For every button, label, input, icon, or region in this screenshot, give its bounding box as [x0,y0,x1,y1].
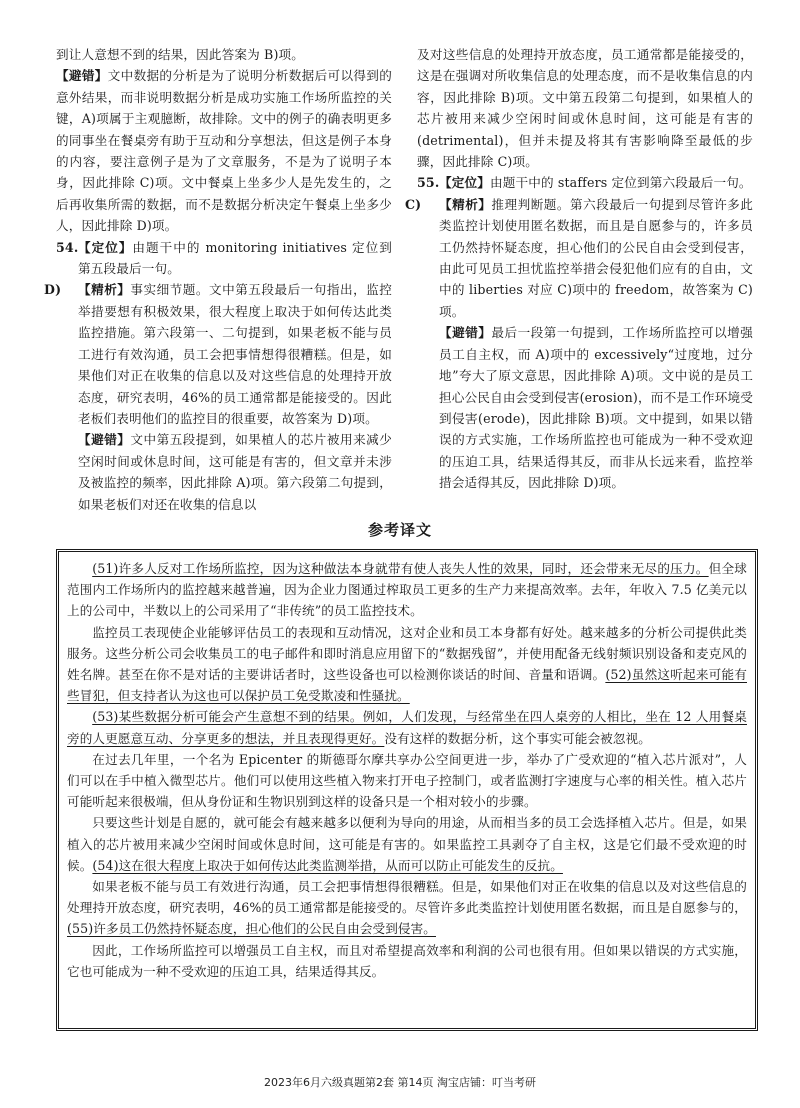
analysis-tag: 【精析】 [78,282,131,298]
question-number: 54. [56,239,79,255]
question-55-location [417,172,753,193]
underlined-sentence: (53)某些数据分析可能会产生意想不到的结果。例如，人们发现，与经常坐在四人桌旁的人相比，坐在 12 人用餐桌旁的人更愿意互动、分享更多的想法，并且表现得更好。 [67,709,747,746]
analysis-text: 事实细节题。文中第五段最后一句指出，监控举措要想有积极效果，很大程度上取决于如何传达此类监控措施。第六段第一、二句提到，如果老板不能与员工进行有效沟通，员工会把事情想得很糟糕。但是，如果他们对正在收集的信息以及对这些信息的处理持开放态度，研究表明，46%的员工通常都是能接受的。因此老板们表明他们的监控目的很重要，故答案为 D)项。 [78,282,393,426]
error-analysis-text: 文中数据的分析是为了说明分析数据后可以得到的意外结果，而非说明数据分析是成功实施工作场所监控的关键，A)项属于主观臆断，故排除。文中的例子的确表明更多的同事坐在餐桌旁有助于互动和分享想法，但这是例子本身的内容，要注意例子是为了文章服务，不是为了说明子本身，因此排除 C)项。文中餐桌上坐多少人是先发生的，之后再收集所需的数据，而不是数据分析决定午餐桌上坐多少人，因此排除 D)项。 [56,68,392,234]
location-text: 由题干中的 staffers 定位到第六段最后一句。 [489,175,752,191]
analysis-text: 推理判断题。第六段最后一句提到尽管许多此类监控计划使用匿名数据，而且是自愿参与的，许多员工仍然持怀疑态度，担心他们的公民自由会受到侵害，由此可见员工担忧监控举措会侵犯他们应有的自由，文中的 liberties 对应 C)项中的 freedom，故答案为 C)项。 [439,196,754,319]
answer-letter: D) [44,282,62,298]
underlined-sentence: (51)许多人反对工作场所监控，因为这种做法本身就带有使人丧失人性的效果，同时，还会带来无尽的压力。 [92,561,709,576]
question-55-error [417,322,753,493]
question-54-error [56,429,392,515]
error-tag: 【避错】 [78,432,131,448]
answer-letter: C) [405,196,422,212]
translation-paragraph-1 [67,558,747,622]
question-54-location [56,237,392,280]
question-55-analysis [405,194,754,322]
right-column [405,44,754,494]
paragraph-text: 但全球范围内工作场所内的监控越来越普遍，因为企业力图通过榨取员工更多的生产力来提高效率。去年，年收入 7.5 亿美元以上的公司中，半数以上的公司采用了“非传统”的员工监控技术。 [67,561,747,619]
answer-paragraph: 到让人意想不到的结果，因此答案为 B)项。 [56,47,305,62]
continued-error-text: 及对这些信息的处理持开放态度，员工通常都是能接受的，这是在强调对所收集信息的处理态度，而不是收集信息的内容，因此排除 B)项。文中第五段第二句提到，如果植人的芯片被用来减少空闲时间或休息时间，这可能是有害的(detrimental)，但并未提及将其有害影响降至最低的步骤，因此排除 C)项。 [417,47,753,170]
error-analysis-text: 最后一段第一句提到，工作场所监控可以增强员工自主权，而 A)项中的 excessively“过度地，过分地”夸大了原文意思，因此排除 A)项。文中说的是员工担心公民自由会受到侵害(erosion)，而不是工作环境受到侵害(erode)，因此排除 B)项。文中提到，如果以错误的方式实施，工作场所监控也可能成为一种不受欢迎的压迫工具，结果适得其反，而非从长远来看，监控举措会适得其反，因此排除 D)项。 [439,325,754,491]
translation-paragraph-5 [67,812,747,876]
location-tag: 【定位】 [439,175,490,191]
translation-paragraph-7: 因此，工作场所监控可以增强员工自主权，而且对希望提高效率和利润的公司也很有用。但如果以错误的方式实施，它也可能成为一种不受欢迎的压迫工具，结果适得其反。 [67,942,747,979]
paragraph-text: 如果老板不能与员工有效进行沟通，员工会把事情想得很糟糕。但是，如果他们对正在收集的信息以及对这些信息的处理持开放态度，研究表明，46%的员工通常都是能接受的。尽管许多此类监控计划使用匿名数据，而且是自愿参与的， [67,879,747,916]
left-column [44,44,393,515]
error-tag: 【避错】 [56,68,108,84]
translation-paragraph-6 [67,876,747,940]
analysis-tag: 【精析】 [439,196,492,212]
location-text: 由题干中的 monitoring initiatives 定位到第五段最后一句。 [78,239,392,277]
paragraph-text: 监控员工表现使企业能够评估员工的表现和互动情况，这对企业和员工本身都有好处。越来越多的分析公司提供此类服务。这些分析公司会收集员工的电子邮件和即时消息应用留下的“数据残留”，并使用配备无线射频识别设备和麦克风的姓名牌。甚至在你不是对话的主要讲话者时，这些设备也可以检测你谈话的时间、音量和语调。 [67,624,747,683]
paragraph-text: 没有这样的数据分析，这个事实可能会被忽视。 [384,730,651,746]
translation-box [56,549,758,1031]
translation-paragraph-4: 在过去几年里，一个名为 Epicenter 的斯德哥尔摩共享办公空间更进一步，举办了广受欢迎的“植入芯片派对”，人们可以在手中植入微型芯片。他们可以使用这些植入物来打开电子控制门，或者监测打字速度与心率的相关性。植入芯片可能听起来很极端，但从身份证和生物识别到这样的设备只是一个相对较小的步骤。 [67,751,747,810]
paragraph-text: 只要这些计划是自愿的，就可能会有越来越多以便利为导向的用途，从而相当多的员工会选择植入芯片。但是，如果植入的芯片被用来减少空闲时间或休息时间，这可能是有害的。如果监控工具剥夺了自主权，这是它们最不受欢迎的时候。 [67,815,747,873]
underlined-sentence: (55)许多员工仍然持怀疑态度，担心他们的公民自由会受到侵害。 [67,921,436,937]
page-footer: 2023年6月六级真题第2套 第14页 淘宝店铺：叮当考研 [264,1076,536,1089]
translation-paragraph-2 [67,622,747,707]
translation-paragraph-3 [67,706,747,748]
error-analysis-text: 文中第五段提到，如果植人的芯片被用来减少空闲时间或休息时间，这可能是有害的，但文章并未涉及被监控的频率，因此排除 A)项。第六段第二句提到，如果老板们对还在收集的信息以 [78,432,393,512]
question-number: 55. [417,175,440,191]
translation-title: 参考译文 [367,521,432,539]
underlined-sentence: (54)这在很大程度上取决于如何传达此类监测举措，从而可以防止可能发生的反抗。 [92,857,563,873]
question-54-analysis [44,279,393,429]
error-tag: 【避错】 [439,325,492,341]
location-tag: 【定位】 [78,239,133,255]
underlined-sentence: (52)虽然这听起来可能有些冒犯，但支持者认为这也可以保护员工免受欺凌和性骚扰。 [67,667,747,704]
